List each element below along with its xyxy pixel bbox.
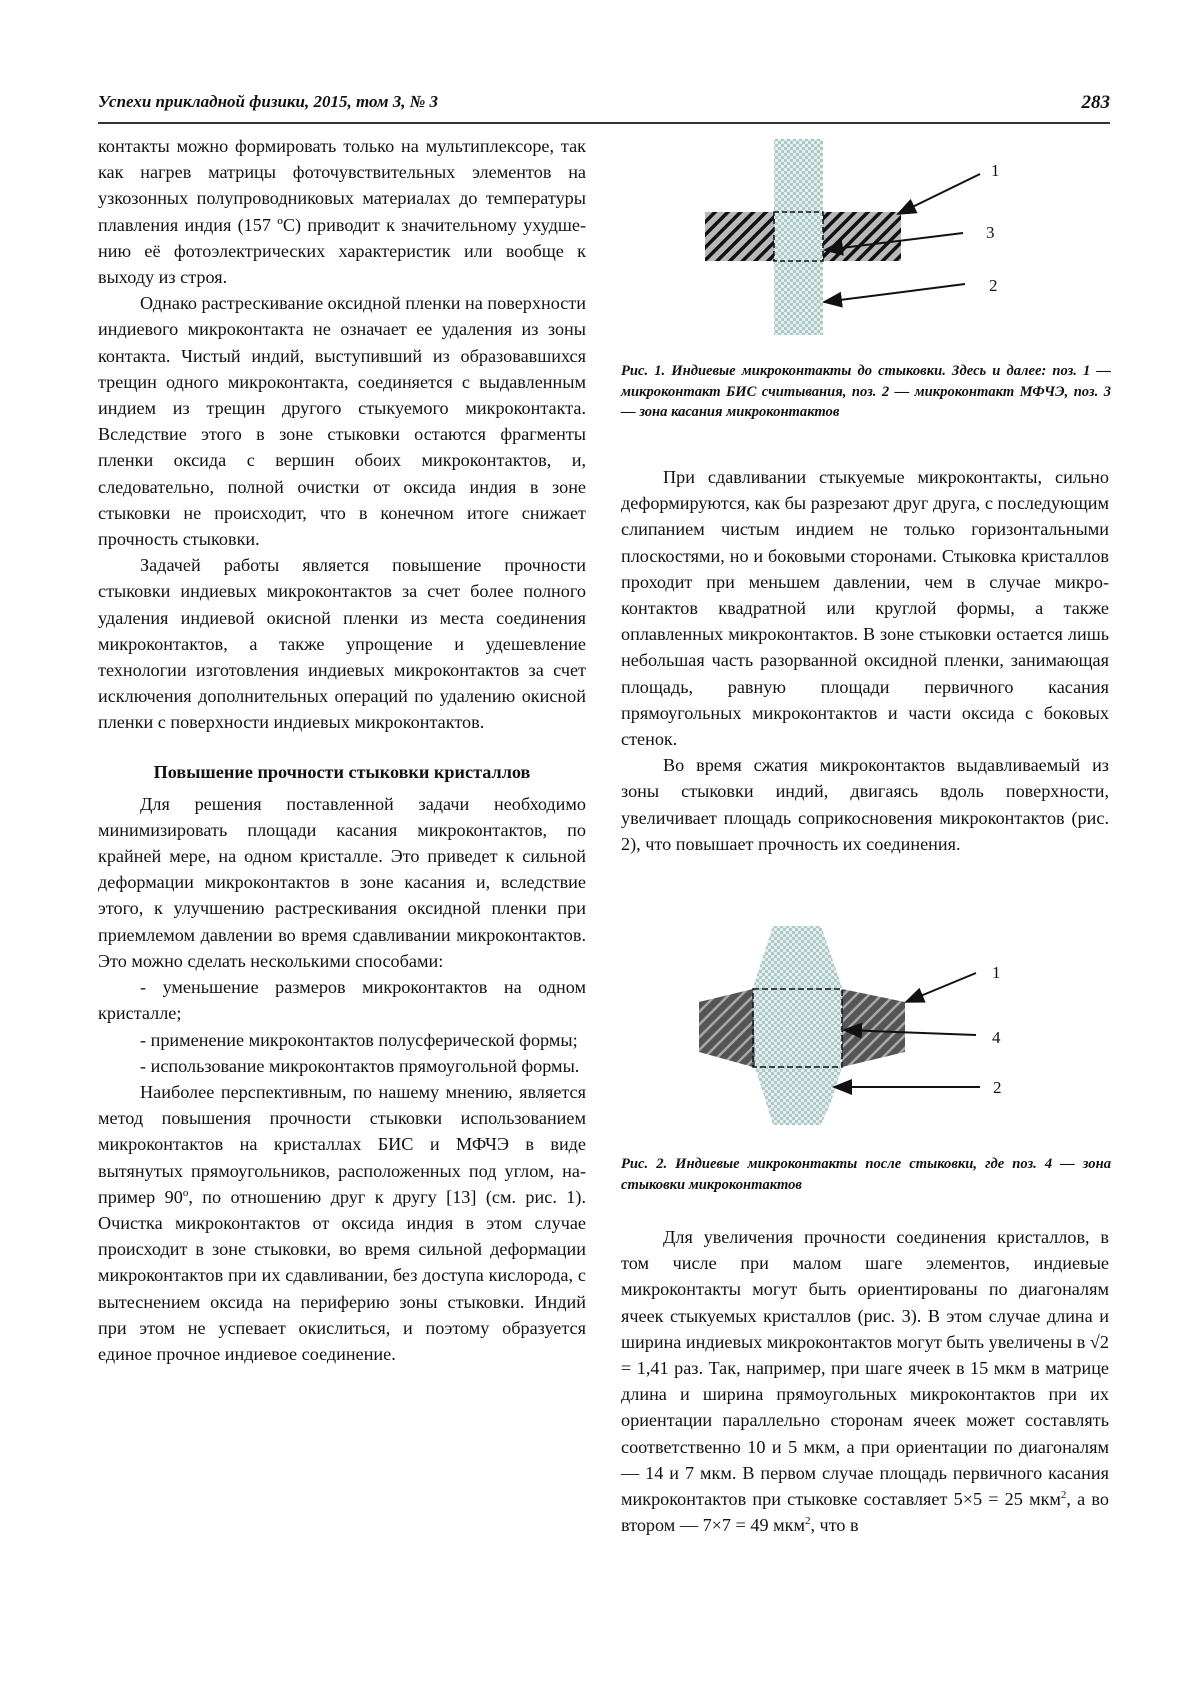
square-superscript: 2: [804, 1515, 811, 1528]
right-column-top: [621, 464, 1109, 857]
paragraph: Однако растрескивание оксидной пленки на поверхности индиевого микроконтакта не означает ее удаления из зоны контакта. Чистый индий, выступивший из образовавшихся трещин одного микроконтакта, соединяется с выдавленным индием из трещин другого стыкуемого микроконтакта. Вследствие этого в зоне стыковки остаются фрагменты пленки оксида с вершин обоих микроконтактов, и, следовательно, полной очистки от оксида индия в зоне стыковки не происходит, что в конечном итоге снижает прочность стыковки.: [98, 293, 587, 550]
left-column: [98, 133, 586, 1367]
label-1: 1: [991, 161, 1000, 180]
text-run: , а во втором — 7×7 = 49 мкм: [621, 1489, 1109, 1536]
paragraph: контакты можно формировать только на мультиплексоре, так как нагрев матрицы фоточувствительных элементов на узкозонных полупроводниковых материалах до температуры плавления индия (157 ºС) приводит к значительному ухудшению её фотоэлектрических характеристик или вообще к выходу из строя.: [98, 136, 586, 288]
paragraph: [98, 1079, 586, 1367]
text-run: Для увеличения прочности соединения кристаллов, в том числе при малом шаге элементов, индиевые микроконтакты могут быть ориентированы по диагоналям ячеек стыкуемых кристаллов (рис. 3). В этом случае длина и ширина индиевых микроконтактов могут быть увеличены в √2 = 1,41 раз. Так, например, при шаге ячеек в 15 мкм в матрице длина и ширина прямоугольных микроконтактов при их ориентации параллельно сторонам ячеек может составлять соответственно 10 и 5 мкм, а при ориентации по диагоналям — 14 и 7 мкм. В первом случае площадь первичного касания микроконтактов при стыковке составляет 5×5 = 25 мкм: [621, 1227, 1109, 1510]
label-2: 2: [989, 276, 998, 295]
figure-2: [660, 922, 1060, 1132]
paragraph: Задачей работы является повышение прочности стыковки индиевых микроконтактов за счет более полного удаления индиевой окисной пленки из места соединения микроконтактов, а также упрощение и удешевление технологии изготовления индиевых микроконтактов за счет исключения дополнительных операций по удалению окисной пленки с поверхности индиевых микроконтактов.: [98, 555, 586, 733]
journal-title: Успехи прикладной физики, 2015, том 3, № 3: [98, 92, 439, 111]
label-3: 3: [986, 223, 995, 242]
label-2: 2: [993, 1078, 1002, 1097]
page-number: 283: [1081, 92, 1110, 113]
figure-2-caption: Рис. 2. Индиевые микроконтакты после стыковки, где поз. 4 — зона стыковки микроконтактов: [621, 1156, 1111, 1193]
figure-1-diagram: [640, 132, 1060, 344]
degree-superscript: o: [182, 1186, 189, 1199]
mfche-microcontact-deformed: [753, 926, 842, 1125]
right-column-bottom: [621, 1224, 1109, 1538]
figure-1: [640, 132, 1060, 344]
section-heading: Повышение прочности стыковки кристаллов: [153, 761, 531, 782]
mfche-microcontact: [774, 139, 823, 335]
list-item: - применение микроконтактов полусферической формы;: [140, 1029, 578, 1050]
list-item: - уменьшение размеров микроконтактов на одном кристалле;: [98, 977, 586, 1024]
list-item: - использование микроконтактов прямоугольной формы.: [140, 1055, 580, 1076]
label-1: 1: [992, 963, 1001, 982]
label-4: 4: [992, 1028, 1001, 1047]
figure-1-caption: Рис. 1. Индиевые микроконтакты до стыковки. Здесь и далее: поз. 1 — микроконтакт БИС считывания, поз. 2 — микроконтакт МФЧЭ, поз. 3 — зона касания микроконтактов: [621, 363, 1111, 420]
text-run: , по отношению друг к другу [13] (см. рис. 1). Очистка микроконтактов от оксида индия в этом случае происходит в зоне стыковки, во время сильной деформации микроконтактов при их сдавливании, без доступа кислорода, с вытеснением оксида на периферию зоны стыковки. Индий при этом не успевает окислиться, и поэтому образуется единое прочное индиевое соединение.: [98, 1186, 586, 1364]
running-header: [98, 92, 1110, 120]
paragraph: Во время сжатия микроконтактов выдавливаемый из зоны стыковки индий, двигаясь вдоль поверхности, увеличивает площадь соприкосновения микроконтактов (рис. 2), что повышает прочность их соединения.: [621, 755, 1109, 854]
header-rule: [98, 122, 1110, 124]
text-run: Наиболее перспективным, по нашему мнению, является метод повышения прочности стыковки использованием микроконтактов на кристаллах БИС и МФЧЭ в виде вытянутых прямоугольников, расположенных под углом, например 90: [98, 1081, 586, 1207]
paragraph: Для решения поставленной задачи необходимо минимизировать площади касания микроконтактов, по крайней мере, на одном кристалле. Это приведет к сильной деформации микроконтактов в зоне касания и, вследствие этого, к улучшению растрескивания оксидной пленки при приемлемом давлении во время сдавливании микроконтактов. Это можно сделать несколькими способами:: [98, 793, 586, 971]
text-run: , что в: [810, 1515, 859, 1536]
paragraph: [621, 1224, 1109, 1538]
figure-2-diagram: [660, 922, 1060, 1132]
square-superscript: 2: [1060, 1488, 1067, 1501]
paragraph: При сдавливании стыкуемые микроконтакты, сильно деформируются, как бы разрезают друг друга, с последующим слипанием чистым индием не только горизонтальными плоскостями, но и боковыми сторонами. Стыковка кристаллов проходит при меньшем давлении, чем в случае микроконтактов квадратной или круглой формы, а также оплавленных микроконтактов. В зоне стыковки остается лишь небольшая часть разорванной оксидной пленки, занимающая площадь, равную площади первичного касания прямоугольных микроконтактов и части оксида с боковых стенок.: [621, 467, 1109, 750]
